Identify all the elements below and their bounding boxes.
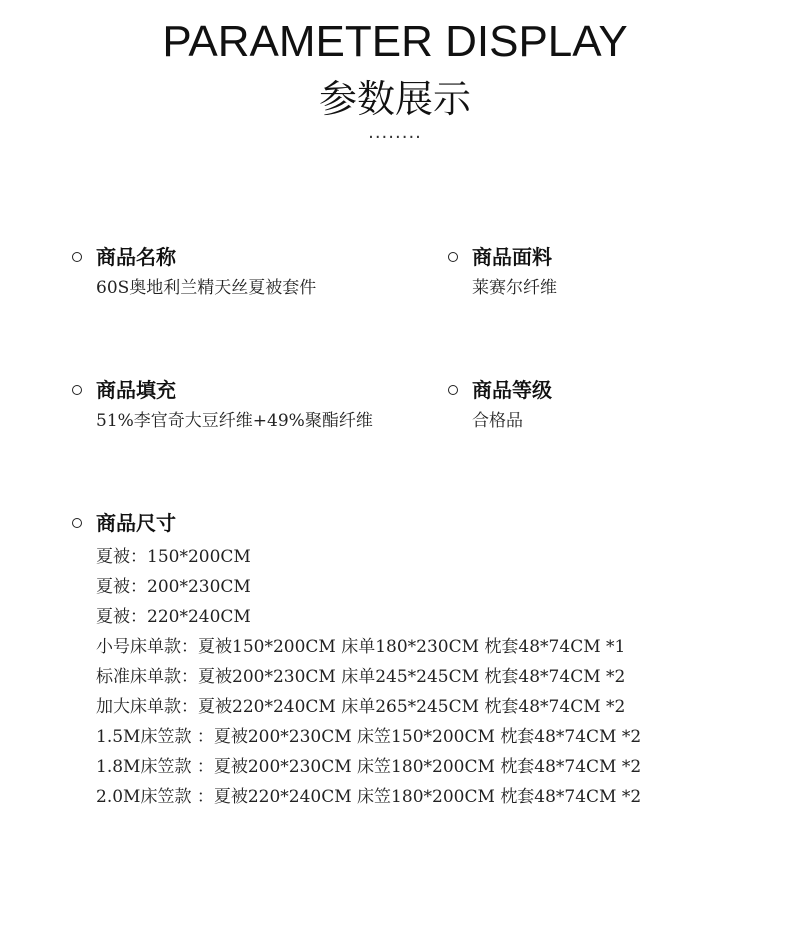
page-title-chinese: 参数展示 — [318, 77, 471, 121]
param-grade — [448, 377, 552, 433]
size-line: 2.0M床笠款 ：夏被220*240CM 床笠180*200CM 枕套48*74CM *2 — [96, 787, 642, 807]
dotted-divider: ········ — [368, 127, 422, 148]
circle-bullet-icon — [72, 385, 82, 395]
size-line: 加大床单款：夏被220*240CM 床单265*245CM 枕套48*74CM *2 — [96, 697, 626, 717]
size-line: 1.8M床笠款 ：夏被200*230CM 床笠180*200CM 枕套48*74CM *2 — [96, 757, 642, 777]
param-value: 60S奥地利兰精天丝夏被套件 — [96, 278, 317, 298]
circle-bullet-icon — [448, 385, 458, 395]
param-value: 51%李官奇大豆纤维+49%聚酯纤维 — [96, 411, 373, 431]
size-list — [96, 542, 641, 812]
param-size — [72, 510, 641, 812]
circle-bullet-icon — [448, 252, 458, 262]
circle-bullet-icon — [72, 252, 82, 262]
size-line: 夏被：150*200CM — [96, 547, 251, 567]
size-line: 夏被：220*240CM — [96, 607, 251, 627]
page-title-english: PARAMETER DISPLAY — [162, 17, 628, 66]
param-product-name — [72, 244, 316, 300]
param-label: 商品尺寸 — [96, 511, 176, 535]
param-label: 商品填充 — [96, 378, 176, 402]
size-line: 夏被：200*230CM — [96, 577, 251, 597]
size-line: 1.5M床笠款 ：夏被200*230CM 床笠150*200CM 枕套48*74CM *2 — [96, 727, 642, 747]
param-value: 莱赛尔纤维 — [472, 278, 557, 298]
param-label: 商品面料 — [472, 245, 552, 269]
size-line: 小号床单款：夏被150*200CM 床单180*230CM 枕套48*74CM *1 — [96, 637, 626, 657]
param-label: 商品名称 — [96, 245, 176, 269]
size-line: 标准床单款：夏被200*230CM 床单245*245CM 枕套48*74CM *2 — [96, 667, 626, 687]
param-value: 合格品 — [472, 411, 523, 431]
param-label: 商品等级 — [472, 378, 552, 402]
param-filling — [72, 377, 373, 433]
param-fabric — [448, 244, 557, 300]
circle-bullet-icon — [72, 518, 82, 528]
